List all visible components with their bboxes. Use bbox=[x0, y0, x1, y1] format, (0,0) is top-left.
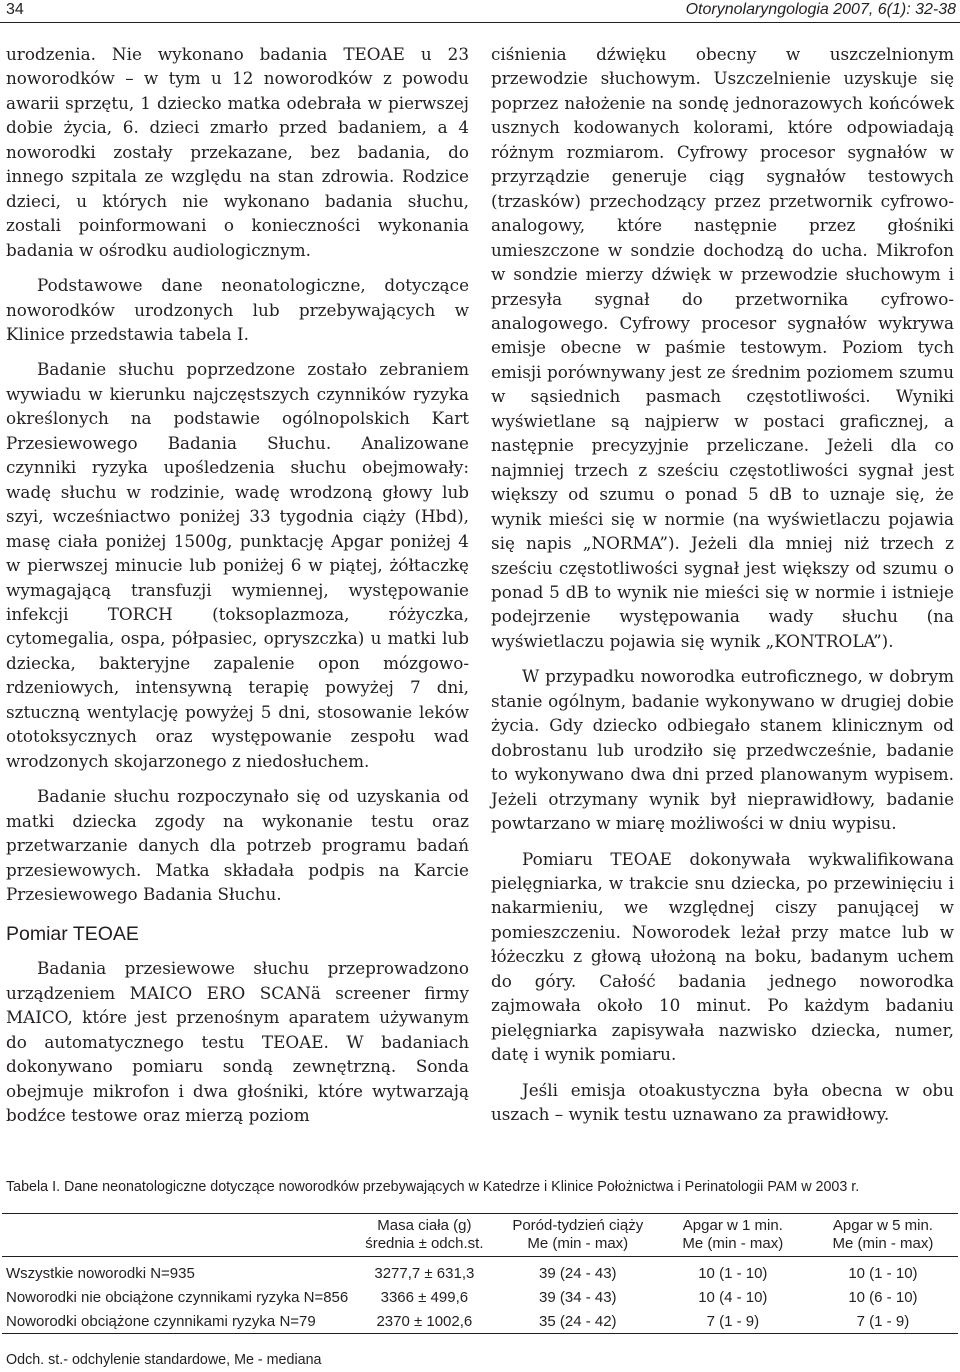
table-cell: 10 (1 - 10) bbox=[848, 1264, 918, 1282]
table-cell: 10 (4 - 10) bbox=[698, 1288, 768, 1306]
table-cell: 3366 ± 499,6 bbox=[380, 1288, 469, 1306]
table-cell: Noworodki nie obciążone czynnikami ryzyka N=856 bbox=[6, 1288, 349, 1306]
table-row bbox=[2, 1285, 958, 1309]
neonatal-data-table bbox=[2, 1213, 958, 1334]
left-paragraph-4: Badanie słuchu rozpoczynało się od uzyskania od matki dziecka zgody na wykonanie testu oraz przetwarzanie danych dla potrzeb programu badań przesiewowych. Matka składała podpis na Karcie Przesiewowego Badania Słuchu. bbox=[6, 786, 469, 904]
right-paragraph-2: W przypadku noworodka eutroficznego, w dobrym stanie ogólnym, badanie wykonywano w drugiej dobie życia. Gdy dziecko odbiegało stanem klinicznym od dobrostanu lub urodziło się przedwcześnie, badanie to wykonywano dwa dni przed planowanym wypisem. Jeżeli otrzymany wynik był nieprawidłowy, badanie powtarzano w miarę możliwości w dniu wypisu. bbox=[491, 666, 954, 834]
table-header-cell: Poród-tydzień ciąży Me (min - max) bbox=[512, 1217, 644, 1252]
table-header-cell bbox=[2, 1214, 351, 1257]
table-header-cell: Apgar w 1 min. Me (min - max) bbox=[682, 1217, 784, 1252]
table-cell: 3277,7 ± 631,3 bbox=[374, 1264, 475, 1282]
table-row bbox=[2, 1309, 958, 1334]
right-paragraph-1: ciśnienia dźwięku obecny w uszczelnionym przewodzie słuchowym. Uszczelnienie uzyskuje się poprzez nałożenie na sondę jednorazowych końcówek usznych kodowanych kolorami, które odpowiadają różnym rozmiarom. Cyfrowy procesor sygnałów w przyrządzie generuje ciąg sygnałów testowych (trzasków) przechodzący przez przetwornik cyfrowo-analogowy, które następnie przez głośniki umieszczone w sondzie dochodzą do ucha. Mikrofon w sondzie mierzy dźwięk w przewodzie słuchowym i przesyła sygnał do przetwornika cyfrowo-analogowego. Cyfrowy procesor sygnałów wykrywa emisje obecne w paśmie testowym. Poziom tych emisji porównywany jest ze średnim poziomem szumu w sąsiednich pasmach częstotliwości. Wyniki wyświetlane są najpierw w postaci graficznej, a następnie precyzyjnie przeliczane. Jeżeli dla co najmniej trzech z sześciu częstotliwości sygnał jest większy od szumu o ponad 5 dB to uznaje się, że wynik mieści się w normie (na wyświetlaczu pojawia się napis „NORMA”). Jeżeli dla mniej niż trzech z sześciu częstotliwości sygnał jest większy od szumu o ponad 5 dB to wynik nie mieści się w normie i istnieje podejrzenie występowania wady słuchu (na wyświetlaczu pojawia się wynik „KONTROLA”). bbox=[491, 44, 954, 651]
table-cell: 39 (34 - 43) bbox=[539, 1288, 617, 1306]
table-cell: 10 (6 - 10) bbox=[848, 1288, 918, 1306]
page-number: 34 bbox=[6, 1, 24, 18]
left-paragraph-1: urodzenia. Nie wykonano badania TEOAE u 23 noworodków – w tym u 12 noworodków z powodu awarii sprzętu, 1 dziecko matka odebrała w pierwszej dobie życia, 6. dzieci zmarło przed badaniem, a 4 noworodki zostały przekazane, bez badania, do innego szpitala ze względu na stan zdrowia. Rodzice dzieci, u których nie wykonano badania słuchu, zostali poinformowani o konieczności wykonania badania w ośrodku audiologicznym. bbox=[6, 44, 469, 260]
table-cell: 35 (24 - 42) bbox=[539, 1312, 617, 1330]
table-cell: Wszystkie noworodki N=935 bbox=[6, 1264, 195, 1282]
table-footnote: Odch. st.- odchylenie standardowe, Me - mediana bbox=[6, 1352, 322, 1368]
right-paragraph-3: Pomiaru TEOAE dokonywała wykwalifikowana pielęgniarka, w trakcie snu dziecka, po przewinięciu i nakarmieniu, we względnej ciszy panującej w pomieszczeniu. Noworodek leżał przy matce lub w łóżeczku z głową ułożoną na boku, badanym uchem do góry. Całość badania jednego noworodka zajmowała około 10 minut. Po każdym badaniu pielęgniarka zapisywała nazwisko dziecka, numer, datę i wynik pomiaru. bbox=[491, 848, 954, 1065]
table-cell: 7 (1 - 9) bbox=[856, 1312, 910, 1330]
table-header-cell: Masa ciała (g) średnia ± odch.st. bbox=[365, 1217, 484, 1252]
left-paragraph-3: Badanie słuchu poprzedzone zostało zebraniem wywiadu w kierunku najczęstszych czynników ryzyka określonych na podstawie ogólnopolskich Kart Przesiewowego Badania Słuchu. Analizowane czynniki ryzyka upośledzenia słuchu obejmowały: wadę słuchu w rodzinie, wadę wrodzoną głowy lub szyi, wcześniactwo poniżej 33 tygodnia ciąży (Hbd), masę ciała poniżej 1500g, punktację Apgar poniżej 4 w pierwszej minucie lub poniżej 6 w piątej, żółtaczkę wymagającą transfuzji wymiennej, występowanie infekcji TORCH (toksoplazmoza, różyczka, cytomegalia, ospa, półpasiec, opryszczka) u matki lub dziecka, bakteryjne zapalenie opon mózgowo-rdzeniowych, intensywną terapię powyżej 7 dni, sztuczną wentylację powyżej 5 dni, stosowanie leków ototoksycznych oraz występowanie zespołu wad wrodzonych skojarzonego z niedosłuchem. bbox=[6, 359, 469, 771]
left-paragraph-2: Podstawowe dane neonatologiczne, dotyczące noworodków urodzonych lub przebywających w Klinice przedstawia tabela I. bbox=[6, 275, 469, 344]
running-header bbox=[0, 0, 960, 23]
table-cell: 2370 ± 1002,6 bbox=[376, 1312, 473, 1330]
table-row bbox=[2, 1257, 958, 1286]
left-column bbox=[6, 42, 469, 1128]
section-heading-teoae: Pomiar TEOAE bbox=[6, 923, 139, 946]
table-cell: 10 (1 - 10) bbox=[698, 1264, 768, 1282]
right-paragraph-4: Jeśli emisja otoakustyczna była obecna w obu uszach – wynik testu uznawano za prawidłowy. bbox=[491, 1079, 954, 1125]
right-column bbox=[491, 42, 954, 1126]
table-cell: 7 (1 - 9) bbox=[706, 1312, 760, 1330]
left-paragraph-5: Badania przesiewowe słuchu przeprowadzono urządzeniem MAICO ERO SCANä screener firmy MAICO, które jest przenośnym aparatem używanym do automatycznego testu TEOAE. W badaniach dokonywano pomiaru sondą zewnętrzną. Sonda obejmuje mikrofon i dwa głośniki, które wytwarzają bodźce testowe oraz mierzą poziom bbox=[6, 958, 469, 1126]
table-cell: 39 (24 - 43) bbox=[539, 1264, 617, 1282]
table-header-cell: Apgar w 5 min. Me (min - max) bbox=[832, 1217, 934, 1252]
table-cell: Noworodki obciążone czynnikami ryzyka N=79 bbox=[6, 1312, 316, 1330]
journal-citation: Otorynolaryngologia 2007, 6(1): 32-38 bbox=[685, 1, 956, 18]
table-caption: Tabela I. Dane neonatologiczne dotyczące noworodków przebywających w Katedrze i Klinice Położnictwa i Perinatologii PAM w 2003 r. bbox=[6, 1179, 860, 1195]
table-header-row bbox=[2, 1214, 958, 1257]
